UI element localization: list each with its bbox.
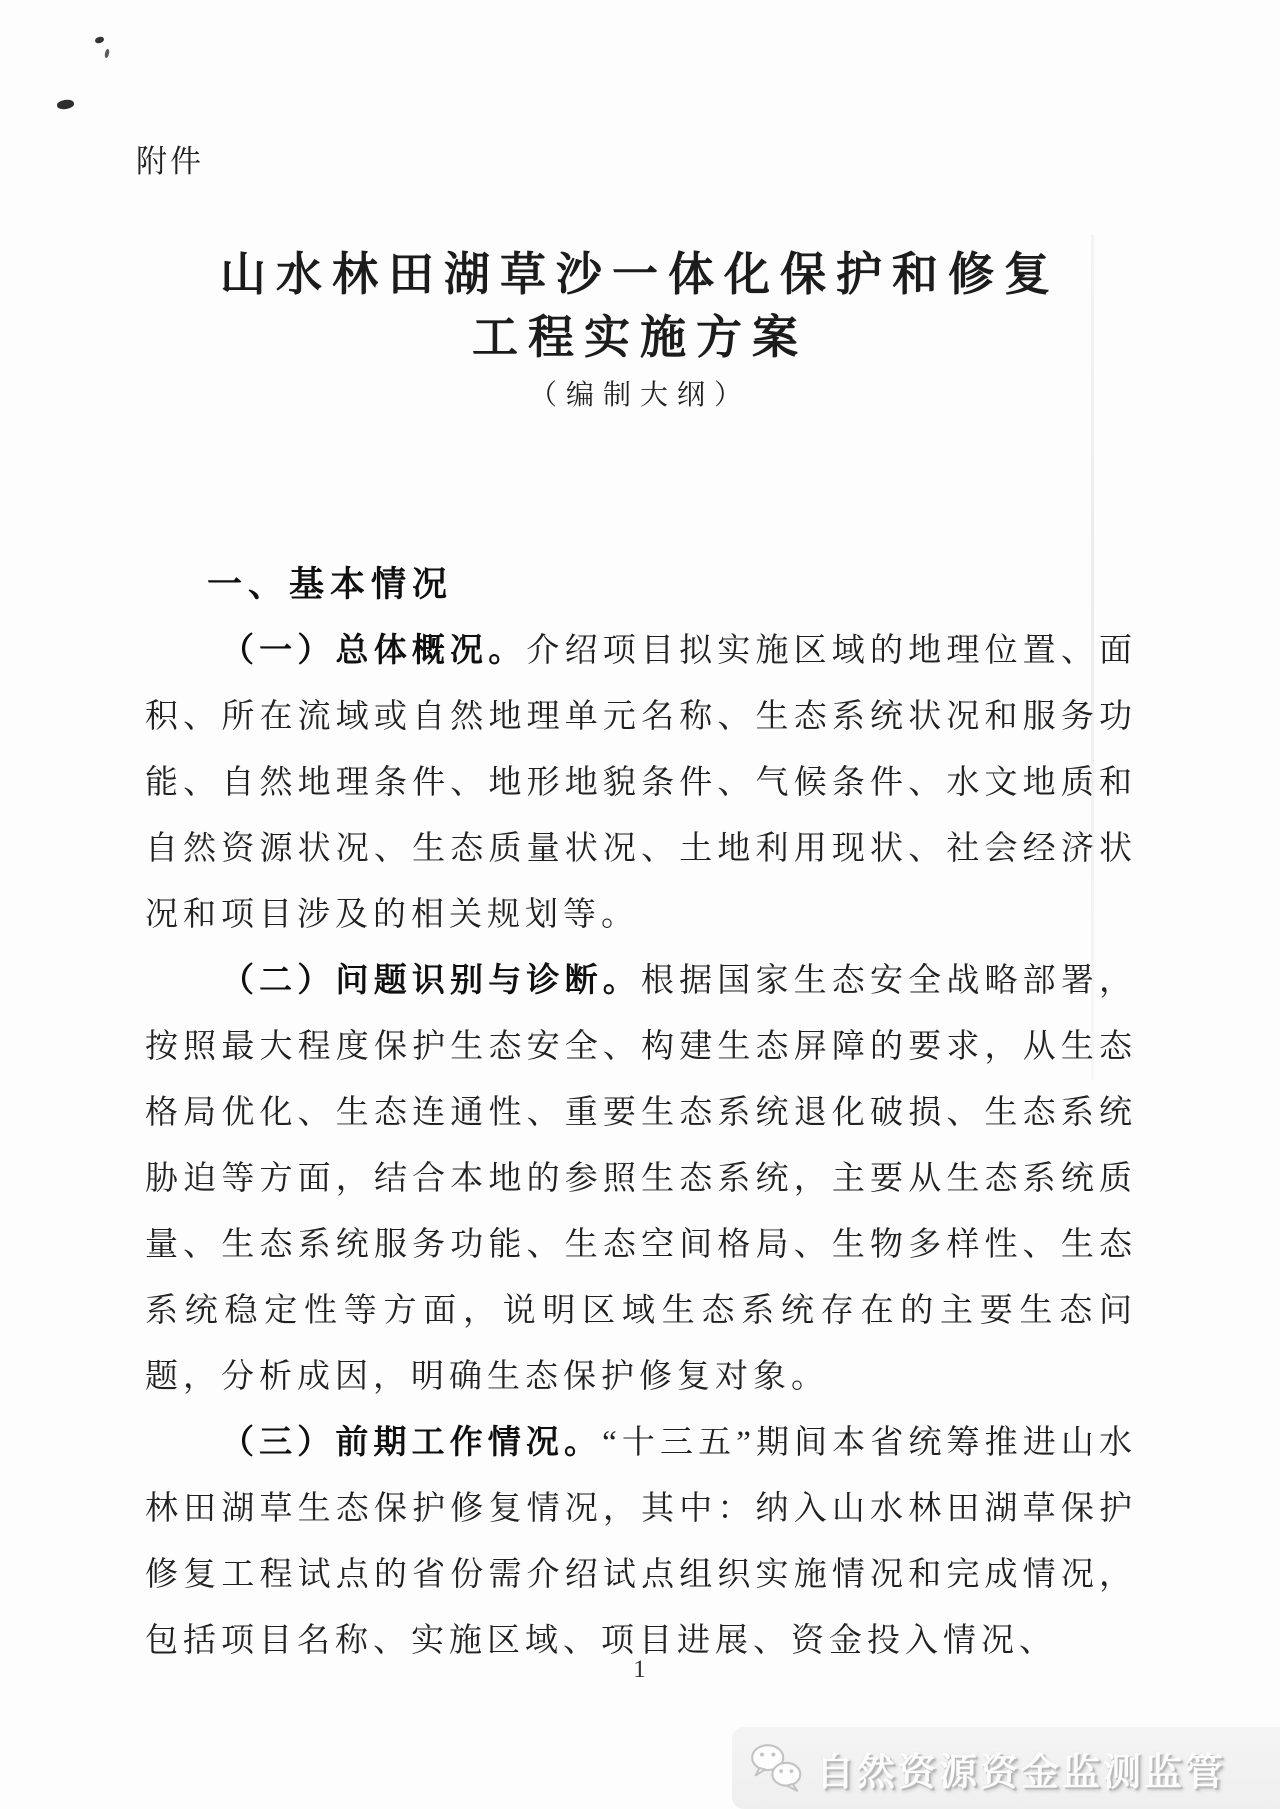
- paragraph-text: 介绍项目拟实施区域的地理位置、面积、所在流域或自然地理单元名称、生态系统状况和服务功能、自然地理条件、地形地貌条件、气候条件、水文地质和自然资源状况、生态质量状况、土地利用现状、社会经济状况和项目涉及的相关规划等。: [145, 633, 1138, 933]
- scan-artifact: [104, 49, 110, 59]
- paragraph-lead: （一）总体概况。: [221, 633, 527, 669]
- paragraph-lead: （二）问题识别与诊断。: [221, 963, 641, 999]
- scan-artifact: [94, 36, 104, 44]
- paragraph-lead: （三）前期工作情况。: [221, 1425, 603, 1461]
- document-title: [0, 243, 1280, 369]
- section-heading: 一、基本情况: [207, 565, 454, 604]
- attachment-label: 附件: [136, 144, 204, 179]
- document-body: [145, 552, 1137, 1674]
- scan-artifact: [56, 99, 74, 110]
- page-number: 1: [633, 1656, 647, 1683]
- document-subtitle: （编制大纲）: [528, 380, 751, 411]
- watermark: [732, 1727, 1280, 1809]
- paragraph-previous-work: [145, 1410, 1137, 1674]
- paragraph-text: “十三五”期间本省统筹推进山水林田湖草生态保护修复情况，其中：纳入山水林田湖草保护修复工程试点的省份需介绍试点组织实施情况和完成情况，包括项目名称、实施区域、项目进展、资金投入情况、: [145, 1425, 1138, 1659]
- document-title-line-2: 工程实施方案: [472, 312, 808, 363]
- paragraph-text: 根据国家生态安全战略部署，按照最大程度保护生态安全、构建生态屏障的要求，从生态格局优化、生态连通性、重要生态系统退化破损、生态系统胁迫等方面，结合本地的参照生态系统，主要从生态系统质量、生态系统服务功能、生态空间格局、生物多样性、生态系统稳定性等方面，说明区域生态系统存在的主要生态问题，分析成因，明确生态保护修复对象。: [145, 963, 1138, 1395]
- paragraph-overview: [145, 618, 1137, 948]
- wechat-icon: [748, 1742, 806, 1794]
- watermark-text: 自然资源资金监测监管: [816, 1751, 1227, 1794]
- document-title-line-1: 山水林田湖草沙一体化保护和修复: [220, 249, 1060, 300]
- paragraph-problem-diagnosis: [145, 948, 1137, 1410]
